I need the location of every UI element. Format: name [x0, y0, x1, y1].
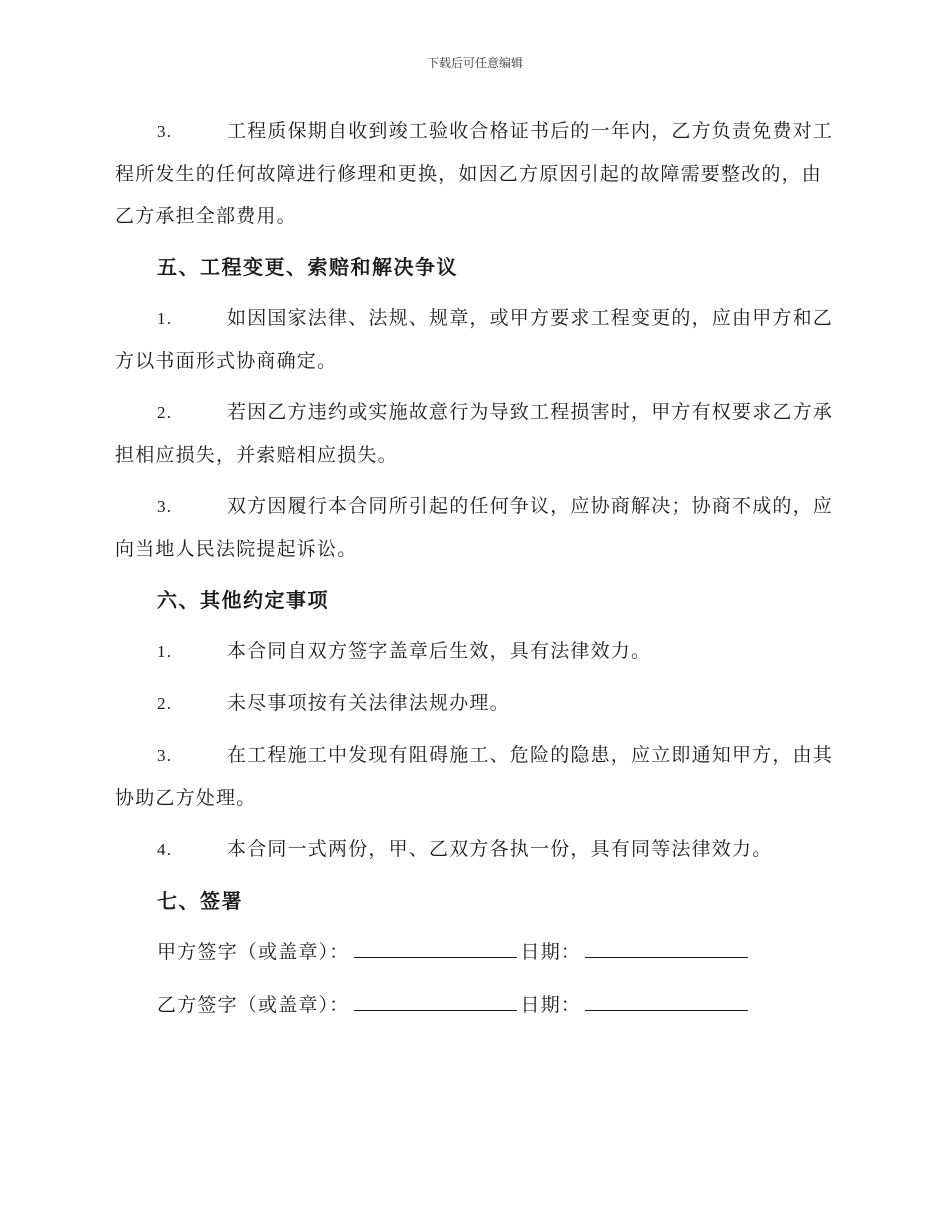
clause-text: 如因国家法律、法规、规章，或甲方要求工程变更的，应由甲方和乙方以书面形式协商确定。 [115, 307, 834, 372]
party-b-signature-blank[interactable] [354, 984, 517, 1011]
clause-5-2 [115, 391, 835, 476]
party-b-date-label: 日期： [520, 994, 582, 1016]
clause-5-1 [115, 297, 835, 382]
clause-number: 1. [157, 642, 173, 661]
section-6-title: 六、其他约定事项 [157, 588, 329, 612]
section-5-title: 五、工程变更、索赔和解决争议 [157, 255, 458, 279]
clause-number: 3. [157, 122, 173, 141]
clause-number: 2. [157, 403, 173, 422]
clause-text: 若因乙方违约或实施故意行为导致工程损害时，甲方有权要求乙方承担相应损失，并索赔相应损失。 [115, 401, 834, 466]
clause-text: 在工程施工中发现有阻碍施工、危险的隐患，应立即通知甲方，由其协助乙方处理。 [115, 744, 834, 809]
clause-6-1 [115, 630, 835, 673]
clause-5-3 [115, 485, 835, 570]
party-a-signature-row [115, 931, 835, 973]
clause-number: 4. [157, 840, 173, 859]
party-b-signature-row [115, 984, 835, 1026]
clause-6-4 [115, 828, 835, 871]
party-b-label: 乙方签字（或盖章）： [157, 994, 350, 1016]
clause-text: 本合同自双方签字盖章后生效，具有法律效力。 [227, 640, 652, 662]
party-a-date-label: 日期： [520, 941, 582, 963]
clause-number: 2. [157, 694, 173, 713]
clause-text: 双方因履行本合同所引起的任何争议，应协商解决；协商不成的，应向当地人民法院提起诉讼。 [115, 495, 834, 560]
clause-6-3 [115, 734, 835, 819]
clause-text: 本合同一式两份，甲、乙双方各执一份，具有同等法律效力。 [227, 838, 773, 860]
party-a-label: 甲方签字（或盖章）： [157, 941, 350, 963]
clause-number: 1. [157, 309, 173, 328]
party-a-signature-blank[interactable] [354, 931, 517, 958]
page-header: 下载后可任意编辑 [426, 56, 523, 70]
clause-text: 未尽事项按有关法律法规办理。 [227, 692, 510, 714]
clause-number: 3. [157, 497, 173, 516]
clause-text: 工程质保期自收到竣工验收合格证书后的一年内，乙方负责免费对工程所发生的任何故障进行修理和更换，如因乙方原因引起的故障需要整改的，由乙方承担全部费用。 [115, 120, 834, 227]
clause-4-3 [115, 110, 835, 237]
document-body [115, 110, 835, 1037]
clause-number: 3. [157, 746, 173, 765]
clause-6-2 [115, 682, 835, 725]
section-7-title: 七、签署 [157, 889, 243, 913]
party-b-date-blank[interactable] [585, 984, 748, 1011]
party-a-date-blank[interactable] [585, 931, 748, 958]
